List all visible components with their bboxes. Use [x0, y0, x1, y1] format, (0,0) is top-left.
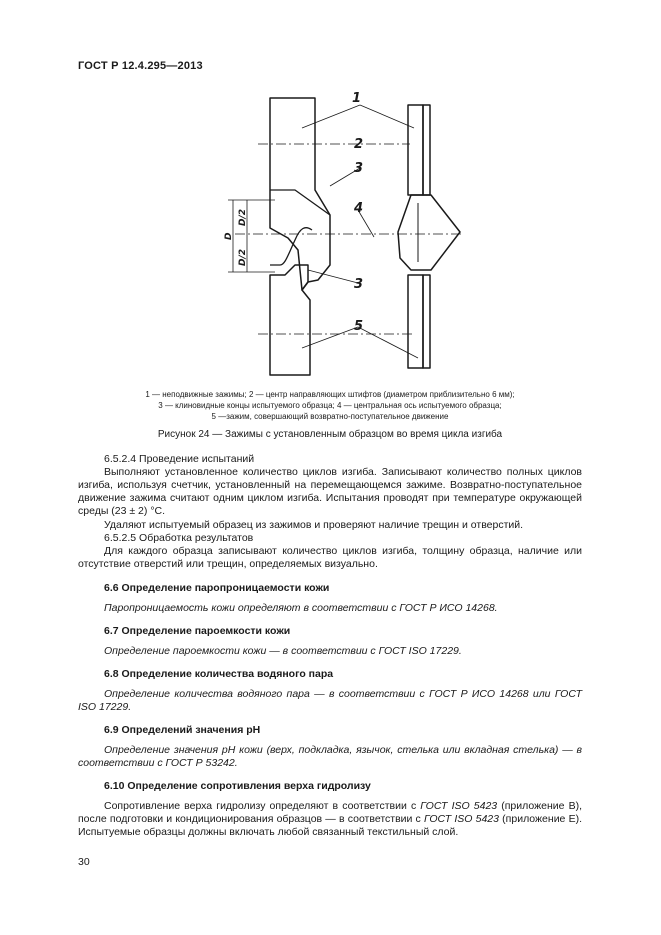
figure-24-clamps-diagram: [200, 90, 470, 390]
figure-caption-line: 1 — неподвижные зажимы; 2 — центр направляющих штифтов (диаметром приблизительно 6 мм);: [145, 390, 515, 399]
lower-moving-clamp: [270, 265, 310, 375]
section-heading-6-9: 6.9 Определений значения pH: [104, 724, 261, 736]
figure-caption-line: 5 —зажим, совершающий возвратно-поступательное движение: [211, 412, 449, 421]
paragraph: Определение количества водяного пара — в соответствии с ГОСТ Р ИСО 14268 или ГОСТ ISO 17229.: [78, 688, 582, 713]
right-upper-plate-outer: [408, 105, 423, 195]
figure-label-3-top: 3: [354, 161, 364, 176]
section-heading-6-7: 6.7 Определение пароемкости кожи: [104, 625, 291, 637]
dimension-D: D: [224, 232, 234, 240]
paragraph: Определение значения pH кожи (верх, подкладка, язычок, стелька или вкладная стелька) — в соответствии с ГОСТ Р 53242.: [78, 744, 582, 769]
paragraph: Паропроницаемость кожи определяют в соответствии с ГОСТ Р ИСО 14268.: [104, 602, 498, 614]
figure-label-2: 2: [354, 137, 364, 152]
figure-label-4: 4: [354, 201, 364, 216]
figure-title: Рисунок 24 — Зажимы с установленным образцом во время цикла изгиба: [157, 429, 503, 440]
figure-label-3-bottom: 3: [354, 277, 364, 292]
paragraph-text: (приложение В), после подготовки и кондиционирования образцов — в соответствии с: [78, 800, 582, 825]
section-heading-6-6: 6.6 Определение паропроницаемости кожи: [104, 582, 330, 594]
section-heading-6-10: 6.10 Определение сопротивления верха гидролизу: [104, 780, 371, 792]
dimension-half-bottom: D/2: [238, 248, 248, 266]
right-upper-plate-inner: [423, 105, 430, 195]
figure-caption-line: 3 — клиновидные концы испытуемого образца; 4 — центральная ось испытуемого образца;: [158, 401, 502, 410]
specimen-bend-diamond: [398, 195, 460, 270]
figure-label-1: 1: [352, 91, 362, 106]
document-header: ГОСТ Р 12.4.295—2013: [78, 60, 203, 72]
page-number: 30: [78, 856, 90, 868]
paragraph: Удаляют испытуемый образец из зажимов и проверяют наличие трещин и отверстий.: [104, 519, 524, 531]
section-heading-6-8: 6.8 Определение количества водяного пара: [104, 668, 334, 680]
paragraph: Выполняют установленное количество циклов изгиба. Записывают количество полных циклов изгиба, используя счетчик, установленный на перемещающемся зажиме. Возвратно-поступательное движение зажима считают одним циклом изгиба. Испытания проводят при температуре окружающей среды (23 ± 2) °С.: [78, 466, 582, 517]
subsection-title: 6.5.2.5 Обработка результатов: [104, 532, 254, 544]
paragraph: Определение пароемкости кожи — в соответствии с ГОСТ ISO 17229.: [104, 645, 462, 657]
subsection-title: 6.5.2.4 Проведение испытаний: [104, 453, 255, 465]
paragraph-text: Сопротивление верха гидролизу определяют в соответствии с: [104, 800, 421, 812]
right-lower-plate-inner: [423, 275, 430, 368]
dimension-half-top: D/2: [238, 208, 248, 226]
paragraph: [78, 800, 582, 839]
standard-reference: ГОСТ ISO 5423: [424, 813, 499, 825]
paragraph: Для каждого образца записывают количество циклов изгиба, толщину образца, наличие или отсутствие отверстий или трещин, определяемых визуально.: [78, 545, 582, 570]
paragraph-text: (приложение Е). Испытуемые образцы должны включать любой связанный текстильный слой.: [78, 813, 582, 838]
standard-reference: ГОСТ ISO 5423: [420, 800, 498, 812]
figure-label-5: 5: [354, 319, 364, 334]
